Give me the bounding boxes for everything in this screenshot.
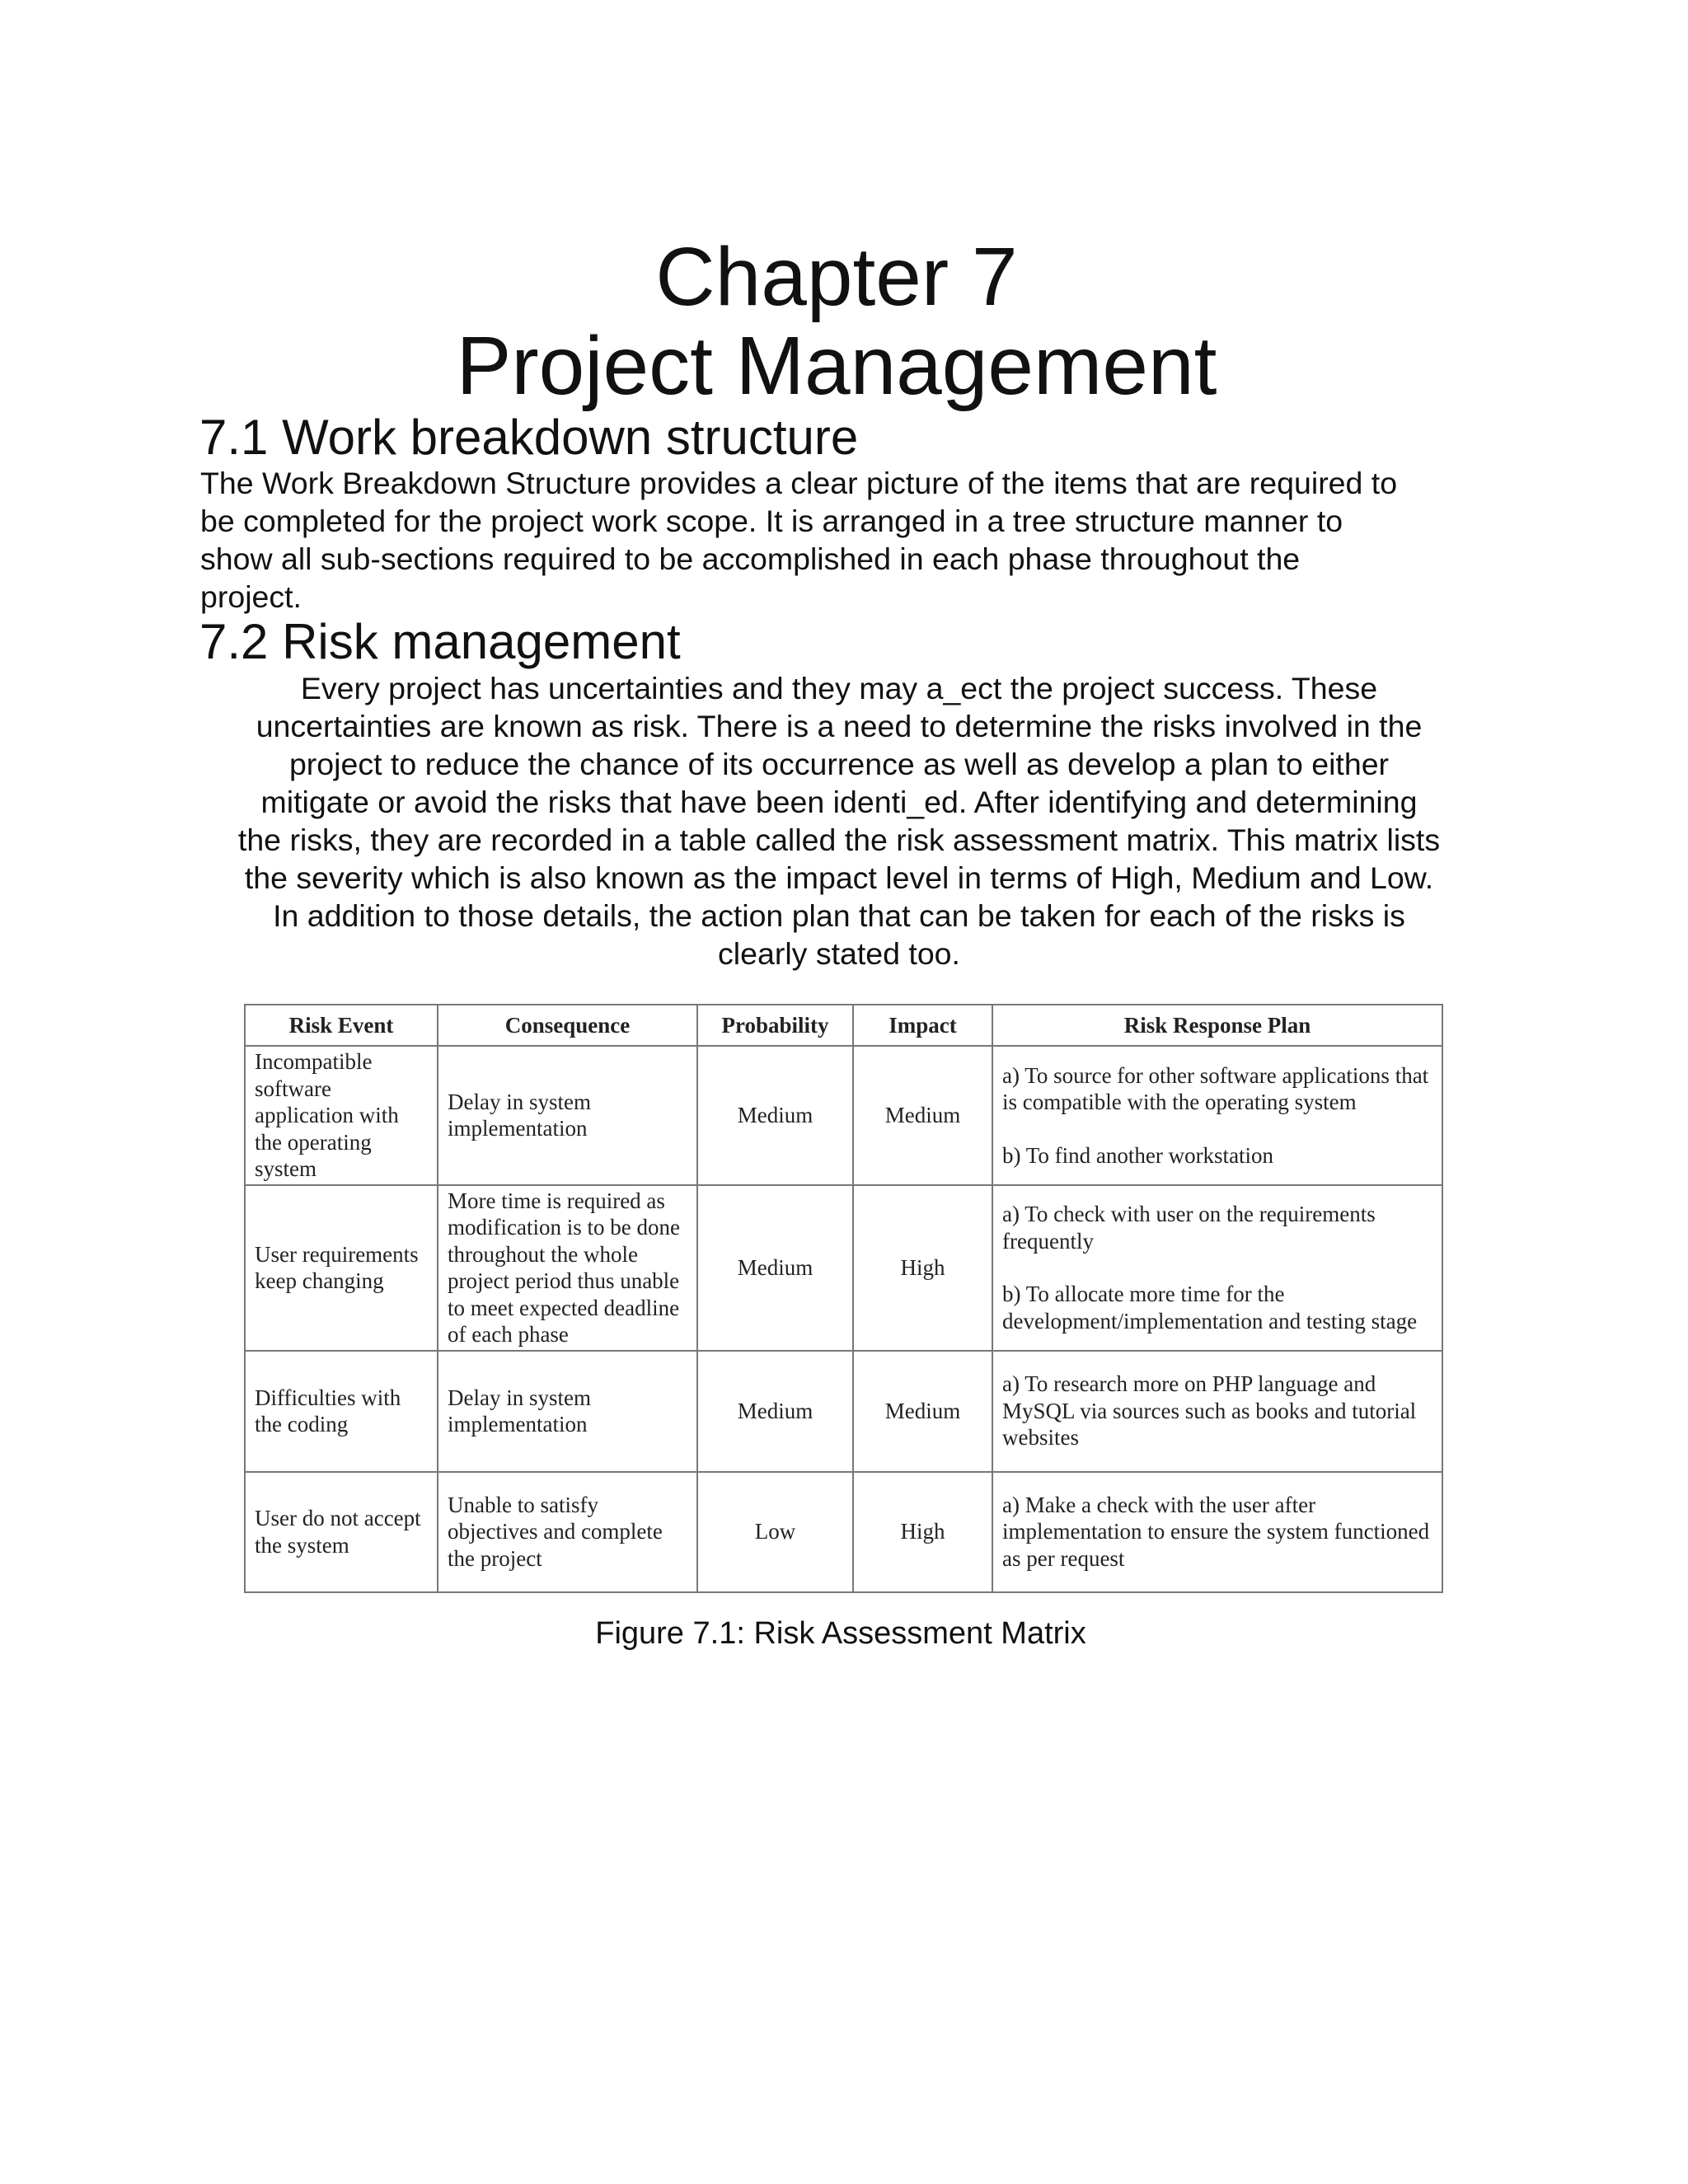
figure-caption: Figure 7.1: Risk Assessment Matrix bbox=[595, 1616, 1086, 1651]
cell-impact: High bbox=[853, 1472, 992, 1592]
cell-response-plan bbox=[992, 1046, 1442, 1185]
paragraph-line: project. bbox=[200, 579, 302, 614]
cell-response-plan: a) To research more on PHP language and MySQL via sources such as books and tutorial websites bbox=[992, 1351, 1442, 1472]
header-impact: Impact bbox=[853, 1005, 992, 1046]
plan-b: b) To allocate more time for the development/implementation and testing stage bbox=[1002, 1282, 1418, 1333]
paragraph-line: be completed for the project work scope. It is arranged in a tree structure manner to bbox=[200, 504, 1343, 538]
cell-probability: Medium bbox=[697, 1351, 853, 1472]
cell-consequence: More time is required as modification is to be done throughout the whole project period thus unable to meet expected deadline of each phase bbox=[438, 1185, 697, 1351]
section-heading-7-1: 7.1 Work breakdown structure bbox=[199, 410, 859, 465]
table-row bbox=[245, 1472, 1442, 1592]
chapter-subtitle: Project Management bbox=[456, 320, 1217, 412]
paragraph-line: mitigate or avoid the risks that have been identi_ed. After identifying and determining bbox=[260, 785, 1418, 819]
plan-a: a) To source for other software applications that is compatible with the operating system bbox=[1002, 1062, 1429, 1114]
cell-response-plan: a) Make a check with the user after implementation to ensure the system functioned as per request bbox=[992, 1472, 1442, 1592]
paragraph-line: show all sub-sections required to be accomplished in each phase throughout the bbox=[200, 541, 1301, 576]
cell-risk-event: Difficulties with the coding bbox=[245, 1351, 438, 1472]
table-row bbox=[245, 1185, 1442, 1351]
cell-consequence: Delay in system implementation bbox=[438, 1046, 697, 1185]
paragraph-line: the severity which is also known as the impact level in terms of High, Medium and Low. bbox=[244, 860, 1434, 895]
header-risk-event: Risk Event bbox=[245, 1005, 438, 1046]
table-row bbox=[245, 1046, 1442, 1185]
cell-probability: Low bbox=[697, 1472, 853, 1592]
table-row bbox=[245, 1351, 1442, 1472]
cell-risk-event: User do not accept the system bbox=[245, 1472, 438, 1592]
cell-risk-event: User requirements keep changing bbox=[245, 1185, 438, 1351]
cell-response-plan bbox=[992, 1185, 1442, 1351]
header-consequence: Consequence bbox=[438, 1005, 697, 1046]
paragraph-line: the risks, they are recorded in a table called the risk assessment matrix. This matrix lists bbox=[237, 823, 1441, 857]
risk-assessment-matrix bbox=[244, 1004, 1443, 1593]
section-7-1-paragraph bbox=[200, 464, 1397, 616]
cell-probability: Medium bbox=[697, 1185, 853, 1351]
paragraph-line: Every project has uncertainties and they may a_ect the project success. These bbox=[300, 671, 1378, 705]
header-probability: Probability bbox=[697, 1005, 853, 1046]
cell-probability: Medium bbox=[697, 1046, 853, 1185]
paragraph-line: In addition to those details, the action plan that can be taken for each of the risks is bbox=[273, 898, 1405, 933]
header-risk-response-plan: Risk Response Plan bbox=[992, 1005, 1442, 1046]
cell-risk-event: Incompatible software application with the operating system bbox=[245, 1046, 438, 1185]
paragraph-line: uncertainties are known as risk. There is a need to determine the risks involved in the bbox=[256, 709, 1423, 743]
cell-consequence: Delay in system implementation bbox=[438, 1351, 697, 1472]
plan-b: b) To find another workstation bbox=[1002, 1142, 1274, 1168]
paragraph-line: project to reduce the chance of its occurrence as well as develop a plan to either bbox=[288, 747, 1390, 781]
chapter-title: Chapter 7 bbox=[655, 231, 1018, 323]
cell-impact: High bbox=[853, 1185, 992, 1351]
paragraph-line: clearly stated too. bbox=[718, 936, 960, 971]
section-heading-7-2: 7.2 Risk management bbox=[199, 614, 681, 669]
paragraph-line: The Work Breakdown Structure provides a clear picture of the items that are required to bbox=[200, 466, 1398, 500]
table-header-row bbox=[245, 1005, 1442, 1046]
section-7-2-paragraph bbox=[200, 669, 1478, 972]
cell-impact: Medium bbox=[853, 1046, 992, 1185]
cell-impact: Medium bbox=[853, 1351, 992, 1472]
cell-consequence: Unable to satisfy objectives and complete the project bbox=[438, 1472, 697, 1592]
plan-a: a) To check with user on the requirements frequently bbox=[1002, 1202, 1376, 1254]
